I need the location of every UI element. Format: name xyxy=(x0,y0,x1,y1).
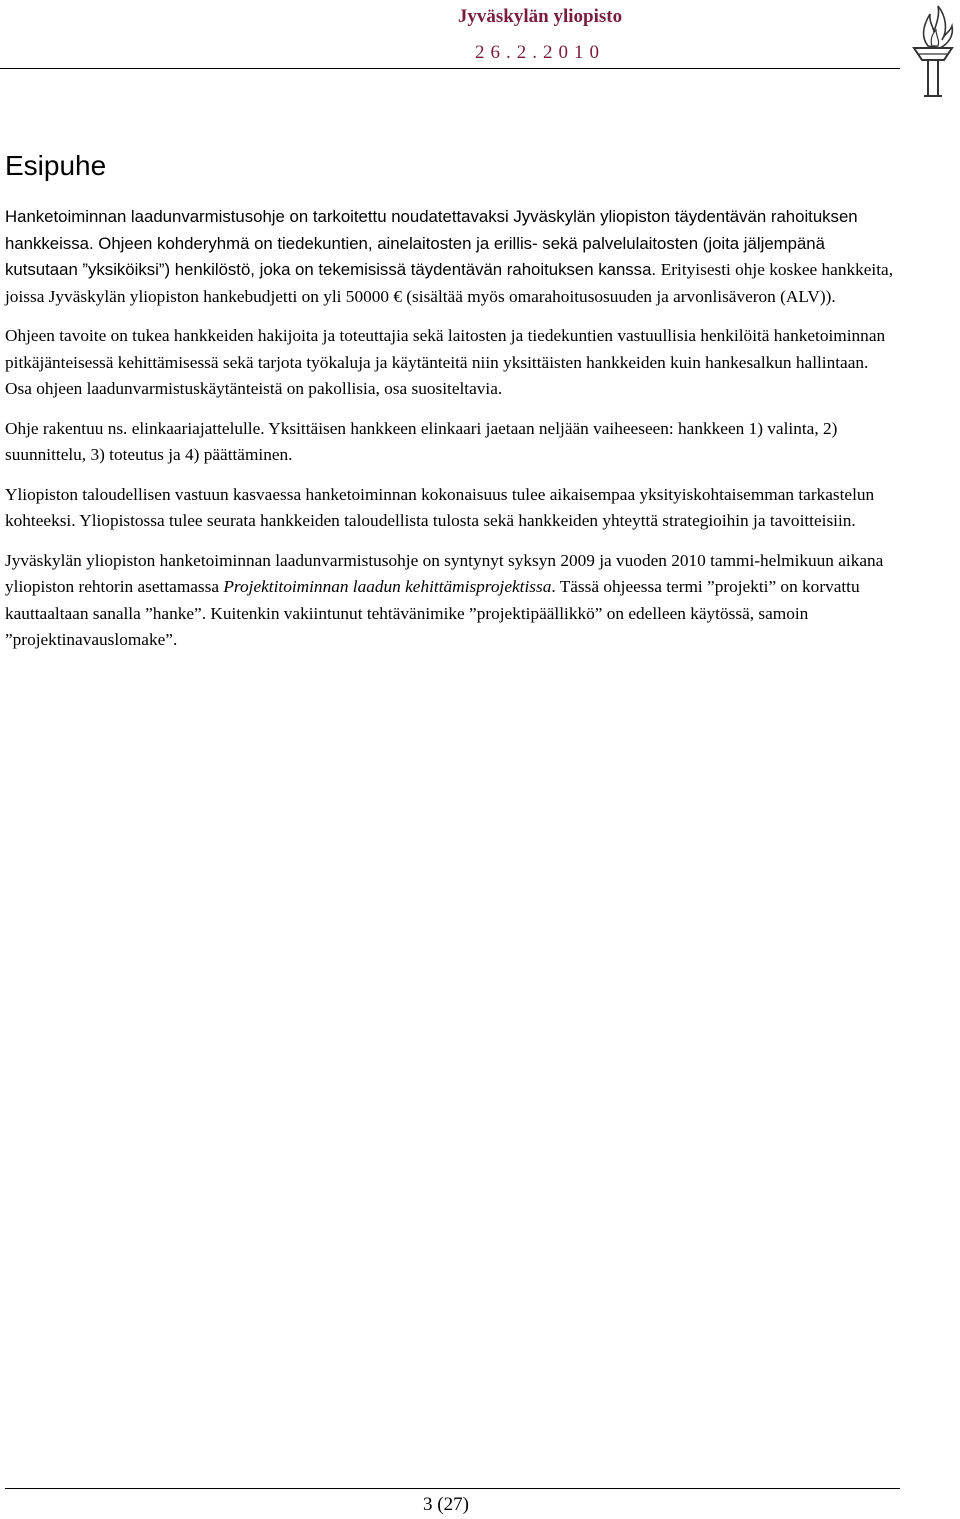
paragraph-goal xyxy=(5,323,897,403)
paragraph-goal-text: Ohjeen tavoite on tukea hankkeiden hakijoita ja toteuttajia sekä laitosten ja tiedekuntien vastuullisia henkilöitä hanketoiminnan pitkäjänteisessä kehittämisessä sekä tarjota työkaluja ja käytänteitä niin yksittäisten hankkeiden kuin hankesalkun hallintaan. Osa ohjeen laadunvarmistuskäytänteistä on pakollisia, osa suositeltavia. xyxy=(5,326,886,398)
paragraph-financial-text: Yliopiston taloudellisen vastuun kasvaessa hanketoiminnan kokonaisuus tulee aikaisempaa yksityiskohtaisemman tarkastelun kohteeksi. Yliopistossa tulee seurata hankkeiden taloudellista tulosta sekä hankkeiden yhteyttä strategioihin ja tavoitteisiin. xyxy=(5,484,875,530)
footer-divider xyxy=(5,1488,900,1489)
header-date: 26.2.2010 xyxy=(475,42,605,63)
page-header xyxy=(0,0,960,110)
paragraph-intro-part-2: Erityisesti ohje koskee hankkeita, joissa Jyväskylän yliopiston hankebudjetti on yli 50000 € (sisältää myös omarahoitusosuuden ja arvonlisäveron (ALV)). xyxy=(5,260,894,306)
paragraph-lifecycle-text: Ohje rakentuu ns. elinkaariajattelulle. Yksittäisen hankkeen elinkaari jaetaan neljään vaiheeseen: hankkeen 1) valinta, 2) suunnittelu, 3) toteutus ja 4) päättäminen. xyxy=(5,418,838,464)
section-heading: Esipuhe xyxy=(5,150,107,181)
document-body xyxy=(5,150,897,667)
paragraph-financial xyxy=(5,482,897,535)
paragraph-origin-project-name: Projektitoiminnan laadun kehittämisprojektissa xyxy=(223,577,552,596)
header-divider xyxy=(0,68,900,69)
paragraph-intro xyxy=(5,204,897,310)
page-number: 3 (27) xyxy=(423,1494,469,1515)
paragraph-origin-part-3: . Tässä ohjeessa termi ”projekti” on korvattu kauttaaltaan sanalla ”hanke”. Kuitenkin vakiintunut tehtävänimike ”projektipäällikkö” on edelleen käytössä, samoin ”projektinavauslomake”. xyxy=(5,577,860,649)
paragraph-origin-part-1: Jyväskylän yliopiston hanketoiminnan laadunvarmistusohje on syntynyt syksyn 2009 ja vuoden 2010 tammi-helmikuun aikana yliopiston rehtorin asettamassa xyxy=(5,550,884,596)
university-torch-logo-icon xyxy=(906,2,960,102)
paragraph-intro-part-1: Hanketoiminnan laadunvarmistusohje on tarkoitettu noudatettavaksi Jyväskylän yliopiston täydentävän rahoituksen hankkeissa. Ohjeen kohderyhmä on tiedekuntien, ainelaitosten ja erillis- sekä palvelulaitosten (joita jäljempänä kutsutaan ”yksiköiksi”) henkilöstö, joka on tekemisissä täydentävän rahoituksen kanssa. xyxy=(5,207,858,279)
header-university-name: Jyväskylän yliopisto xyxy=(457,6,623,27)
paragraph-lifecycle xyxy=(5,416,897,469)
paragraph-origin xyxy=(5,548,897,654)
